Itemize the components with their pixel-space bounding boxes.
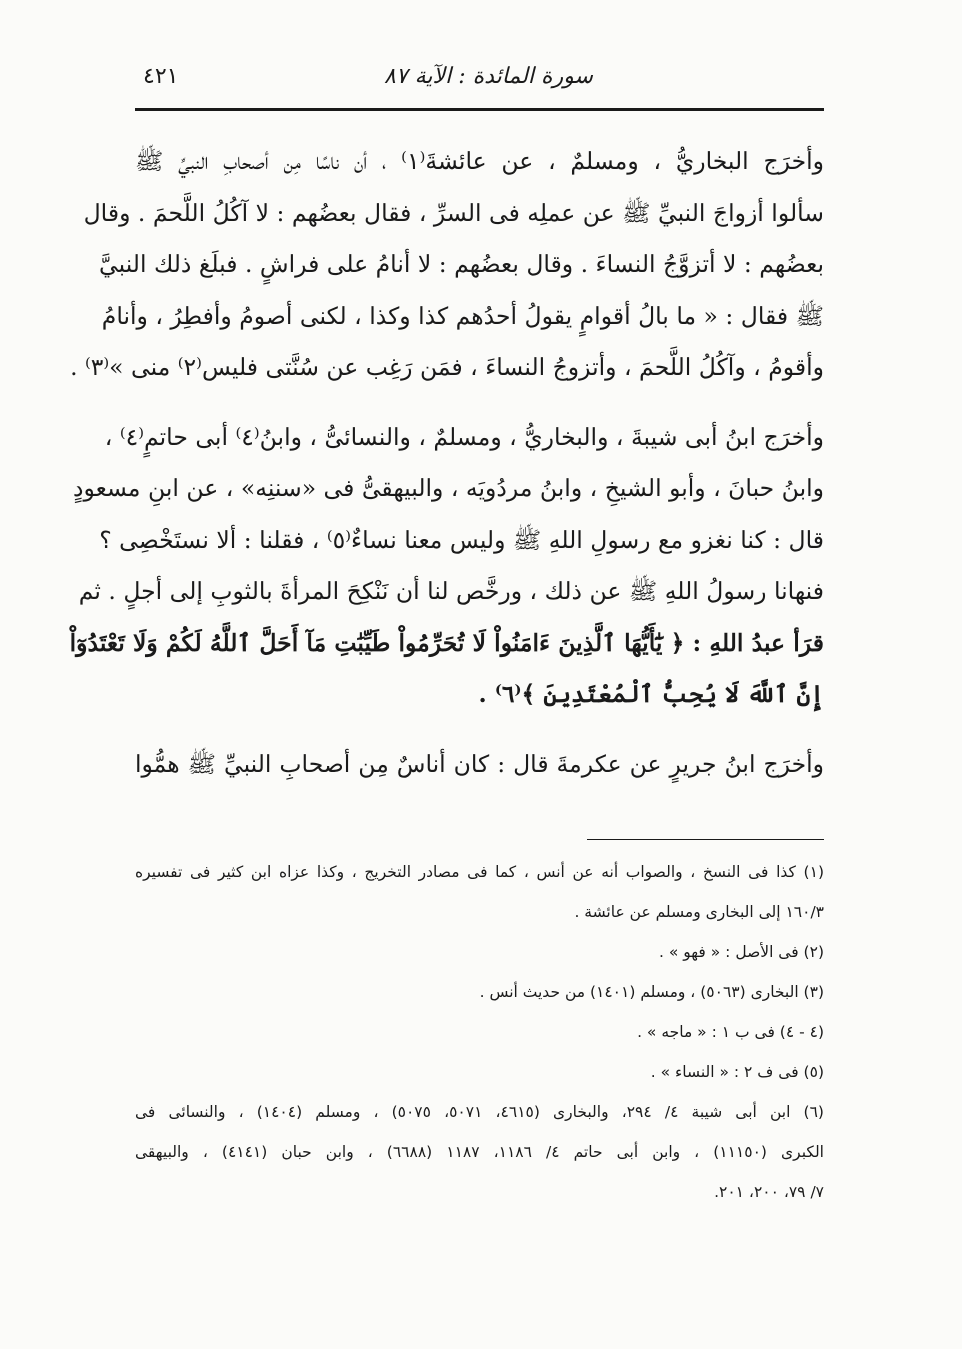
footnote-line: الكبرى (١١١٥٠) ، وابن أبى حاتم ٤/ ١١٨٦، ١١٨٧ (٦٦٨٨) ، وابن حبان (٤١٤١) ، والبيهقى bbox=[135, 1143, 824, 1161]
footnote-line: (١) كذا فى النسخ ، والصواب أنه عن أنس ، كما فى مصادر التخريج ، وكذا عزاه ابن كثير فى تفسيره bbox=[135, 863, 824, 881]
page-number: ٤٢١ bbox=[143, 64, 179, 89]
footnote-divider bbox=[587, 839, 824, 840]
text-line: بعضُهم : لا أتزوَّجُ النساءَ . وقال بعضُهم : لا أنامُ على فراشٍ . فبلَغ ذلك النبيَّ bbox=[99, 250, 824, 278]
footnote-line: ١٦٠/٣ إلى البخارى ومسلم عن عائشة . bbox=[574, 903, 824, 921]
text-line: قال : كنا نغزو مع رسولِ اللهِ ﷺ وليس معنا نساءٌ⁽٥⁾ ، فقلنا : ألا نستَخْصِى ؟ bbox=[99, 525, 824, 554]
text-line: وأخرَج ابنُ جريرٍ عن عكرمةَ قال : كان أناسٌ مِن أصحابِ النبيِّ ﷺ همُّوا bbox=[135, 749, 824, 778]
footnote-line: ٧/ ٧٩، ٢٠٠، ٢٠١. bbox=[714, 1183, 824, 1201]
footnote-line: (٦) ابن أبى شيبة ٤/ ٢٩٤، والبخارى (٤٦١٥، ٥٠٧١، ٥٠٧٥) ، ومسلم (١٤٠٤) ، والنسائى فى bbox=[135, 1103, 824, 1121]
page-header bbox=[135, 62, 823, 98]
text-line: ﷺ فقال : « ما بالُ أقوامٍ يقولُ أحدُهم كذا وكذا ، لكنى أصومُ وأفطِرُ ، وأنامُ bbox=[101, 301, 824, 330]
footnote-line: (٤ - ٤) فى ب ١ : « ماجه » . bbox=[637, 1023, 824, 1041]
footnote-line: (٣) البخارى (٥٠٦٣) ، ومسلم (١٤٠١) من حديث أنس . bbox=[479, 983, 824, 1001]
running-title: سورة المائدة : الآية ٨٧ bbox=[384, 64, 593, 89]
text-line: وأقومُ ، وآكُلُ اللَّحمَ ، وأتزوجُ النساءَ ، فمَن رَغِب عن سُنَّتى فليس⁽٢⁾ منى »⁽٣⁾ . bbox=[70, 353, 824, 381]
footnote-line: (٥) فى ف ٢ : « النساء » . bbox=[650, 1063, 824, 1081]
text-line: وابنُ حبانَ ، وأبو الشيخِ ، وابنُ مردُويَه ، والبيهقىُّ فى «سننِه» ، عن ابنِ مسعودٍ bbox=[73, 474, 824, 502]
text-line: سألوا أزواجَ النبيِّ ﷺ عن عملِه فى السرِّ ، فقال بعضُهم : لا آكُلُ اللَّحمَ . وقال bbox=[83, 198, 824, 227]
quran-verse-line: قرَأ عبدُ اللهِ : ﴿ يَٰٓأَيُّهَا ٱلَّذِينَ ءَامَنُواْ لَا تُحَرِّمُواْ طَيِّبَٰتِ مَآ أَحَلَّ ٱللَّهُ لَكُمْ وَلَا تَعْتَدُوٓاْ bbox=[69, 628, 824, 657]
footnotes bbox=[135, 852, 824, 1212]
footnote-line: (٢) فى الأصل : « فهو » . bbox=[659, 943, 824, 961]
text-line: فنهانا رسولُ اللهِ ﷺ عن ذلك ، ورخَّص لنا أن نَنْكِحَ المرأةَ بالثوبِ إلى أجلٍ . ثم bbox=[78, 577, 824, 605]
main-text bbox=[69, 136, 825, 790]
header-divider bbox=[135, 108, 824, 111]
text-line: وأخرَج البخاريُّ ، ومسلمٌ ، عن عائشةَ⁽١⁾ ، أن ناسًا مِن أصحابِ النبيِّ ﷺ bbox=[135, 147, 825, 175]
text-line: وأخرَج ابنُ أبى شيبةَ ، والبخاريُّ ، ومسلمٌ ، والنسائىُّ ، وابنُ⁽٤⁾ أبى حاتمٍ⁽٤⁾ ، bbox=[104, 422, 824, 451]
quran-verse-line: إِنَّ ٱللَّهَ لَا يُحِبُّ ٱلْمُعْتَدِينَ ﴾⁽٦⁾ . bbox=[478, 680, 824, 708]
